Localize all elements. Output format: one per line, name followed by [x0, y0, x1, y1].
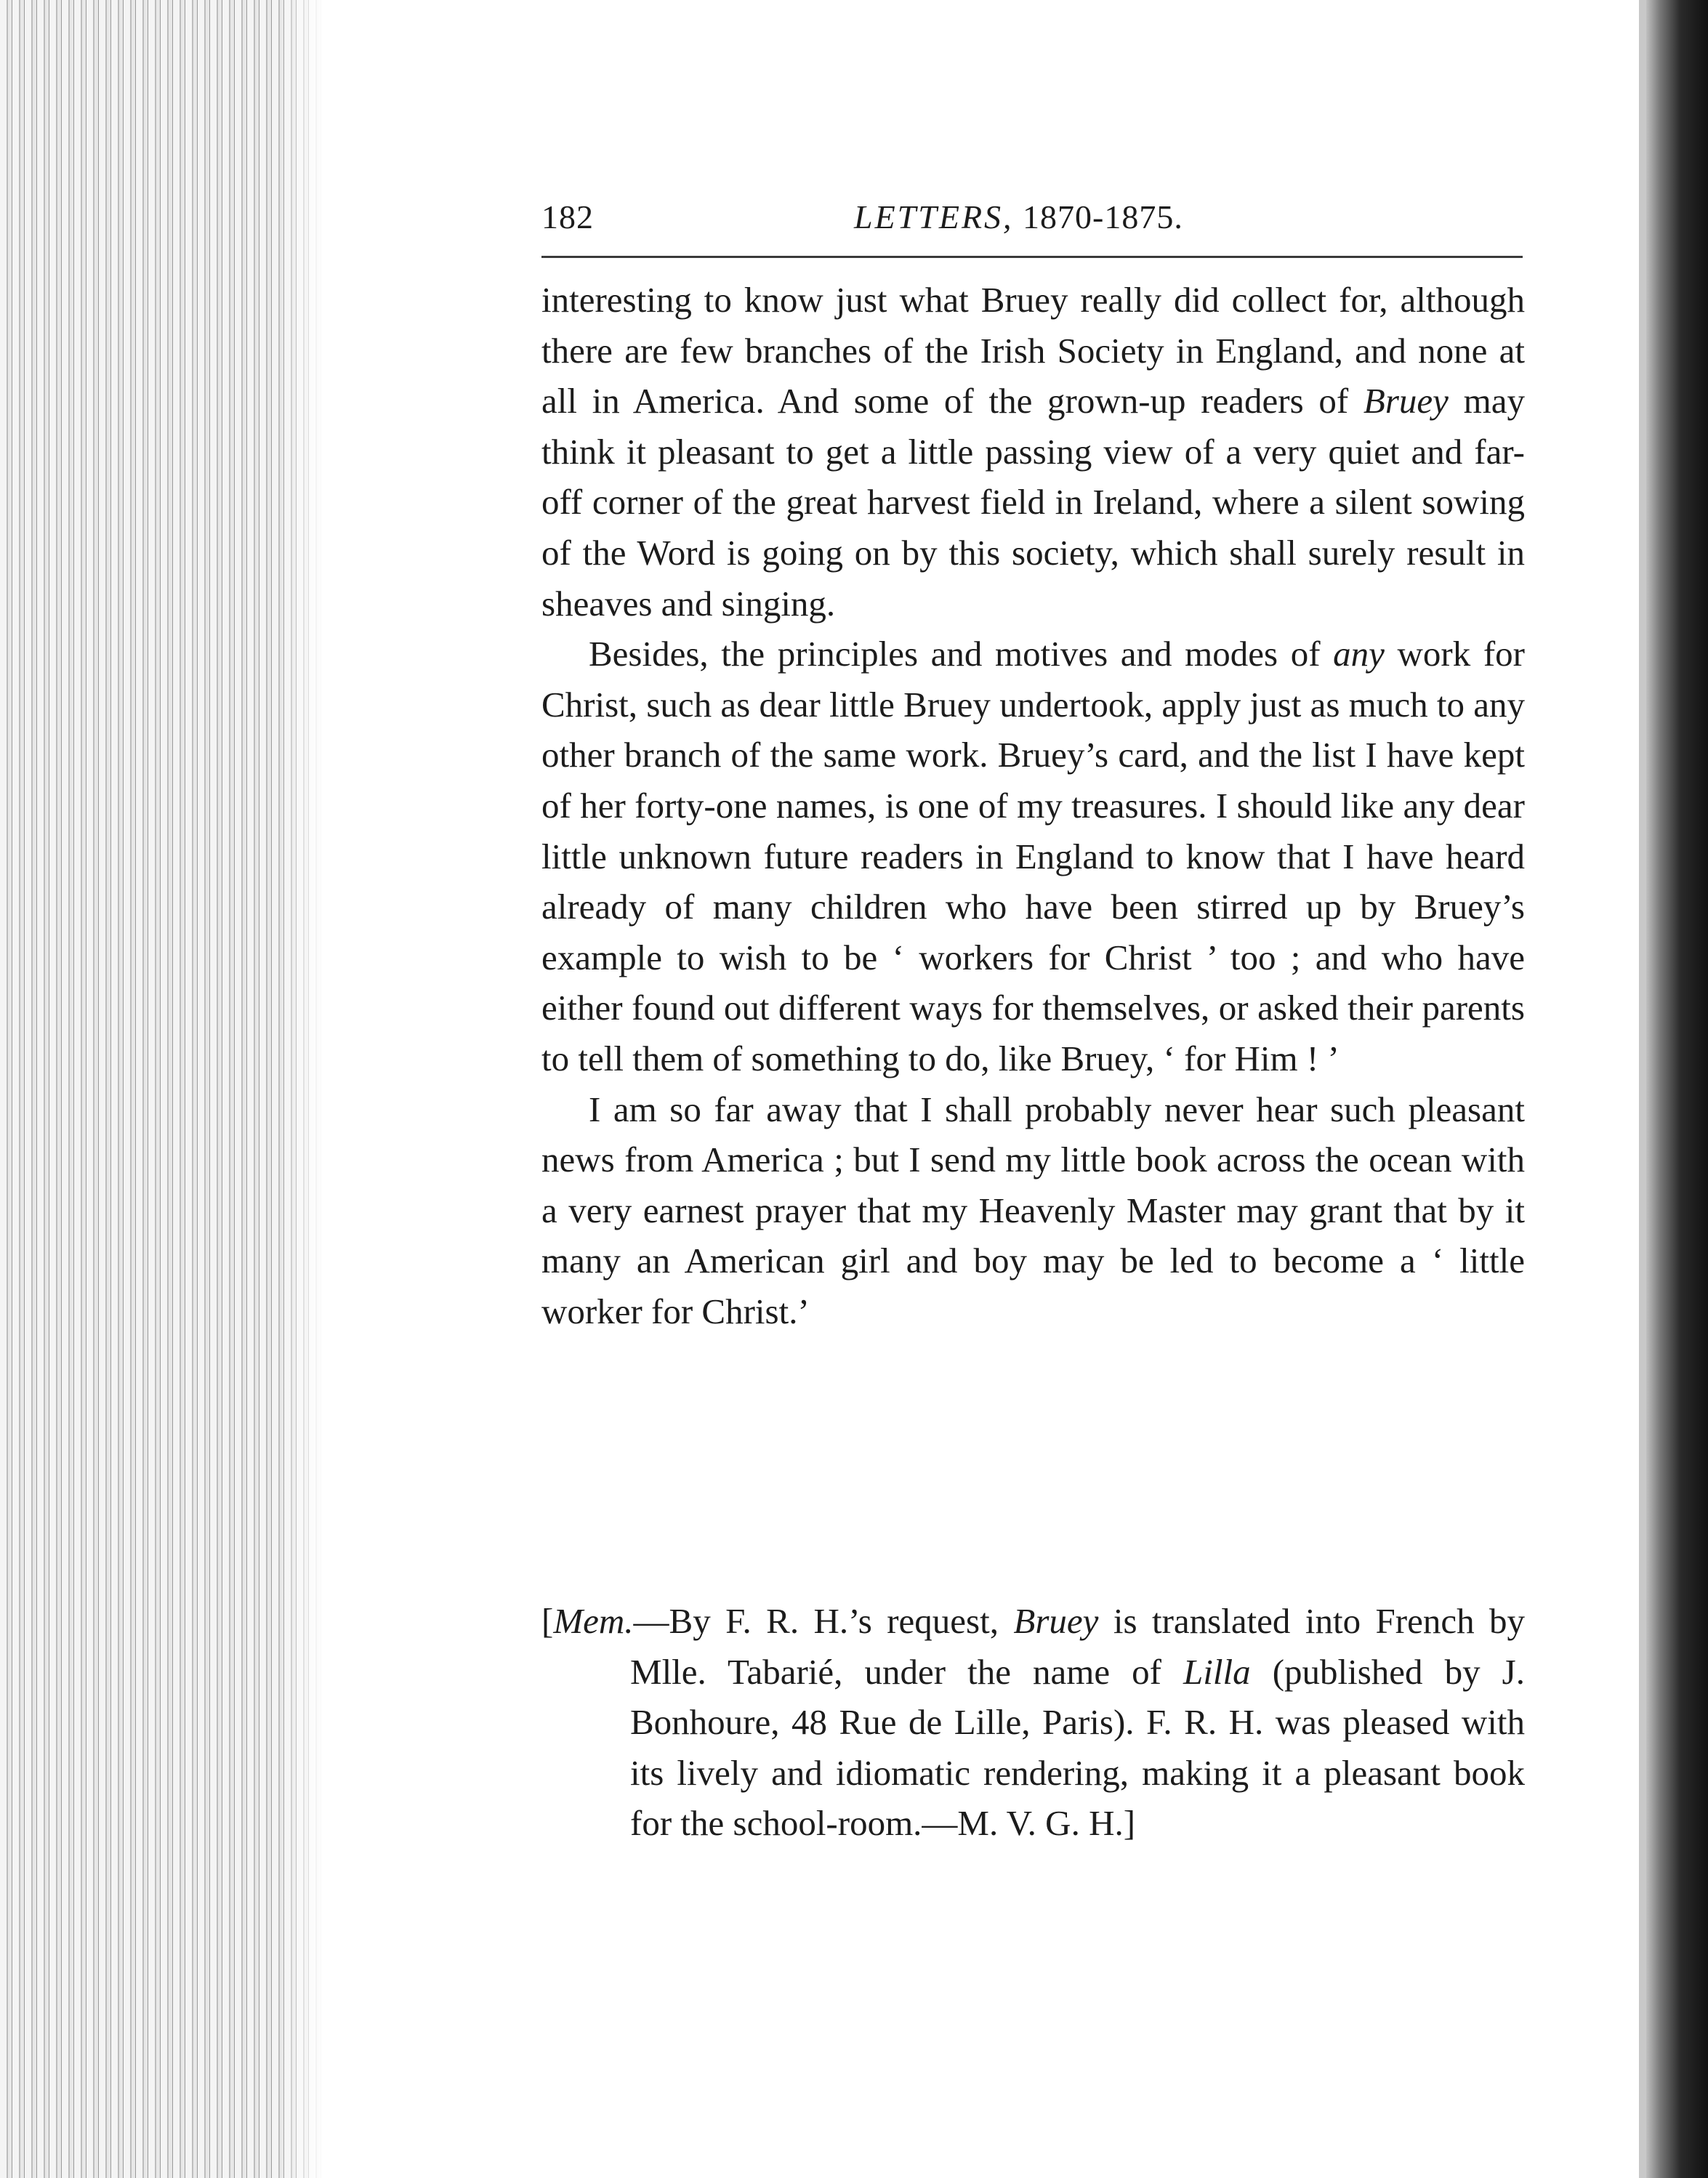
paragraph-1-text-b: may think it pleasant to get a little passing view of a very quiet and far-off corner of the great harvest field in Ireland, where a silent sowing of the Word is going on by this society, which shall surely result in sheaves and singing. [541, 381, 1525, 624]
memo-text-a: —By F. R. H.’s request, [633, 1601, 1014, 1641]
memo-text-c: (published by J. Bonhoure, 48 Rue de Lille, Paris). F. R. H. was pleased with its lively and idiomatic rendering, making it a pleasant book for the school-room.—M. V. G. H.] [630, 1651, 1525, 1844]
paragraph-2-text-a: Besides, the principles and motives and modes of [589, 634, 1334, 674]
running-head [541, 198, 1523, 241]
paragraph-2-text-b: work for Christ, such as dear little Bruey undertook, apply just as much to any other branch of the same work. Bruey’s card, and the list I have kept of her forty-one names, is one of my treasures. I should like any dear little unknown future readers in England to know that I have heard already of many children who have been stirred up by Bruey’s example to wish to be ‘ workers for Christ ’ too ; and who have either found out different ways for themselves, or asked their parents to tell them of something to do, like Bruey, ‘ for Him ! ’ [541, 634, 1525, 1078]
memo-italic-bruey: Bruey [1013, 1601, 1099, 1641]
body-text [541, 275, 1525, 1336]
paragraph-1 [541, 275, 1525, 629]
memo-label: Mem. [553, 1601, 634, 1641]
paragraph-2-italic-any: any [1333, 634, 1385, 674]
running-title-letters: LETTERS, [854, 198, 1014, 235]
running-title [854, 198, 1183, 236]
running-title-years: 1870-1875. [1023, 198, 1183, 235]
memo-note [541, 1596, 1525, 1849]
header-rule [541, 256, 1523, 258]
book-page-edges [0, 0, 323, 2178]
book-binding-edge [1639, 0, 1708, 2178]
memo-bracket: [ [541, 1601, 554, 1641]
memo-italic-lilla: Lilla [1183, 1651, 1251, 1692]
paragraph-1-text-a: interesting to know just what Bruey really did collect for, although there are few branches of the Irish Society in England, and none at all in America. And some of the grown-up readers of [541, 280, 1525, 422]
paragraph-2 [541, 629, 1525, 1084]
page-number: 182 [541, 198, 594, 235]
paragraph-3 [541, 1084, 1525, 1337]
paragraph-1-italic-bruey: Bruey [1363, 381, 1449, 422]
memo-text-b: is translated into French by Mlle. Tabarié, under the name of [630, 1601, 1525, 1692]
paragraph-3-text: I am so far away that I shall probably never hear such pleasant news from America ; but I send my little book across the ocean with a very earnest prayer that my Heavenly Master may grant that by it many an American girl and boy may be led to become a ‘ little worker for Christ.’ [541, 1089, 1525, 1331]
